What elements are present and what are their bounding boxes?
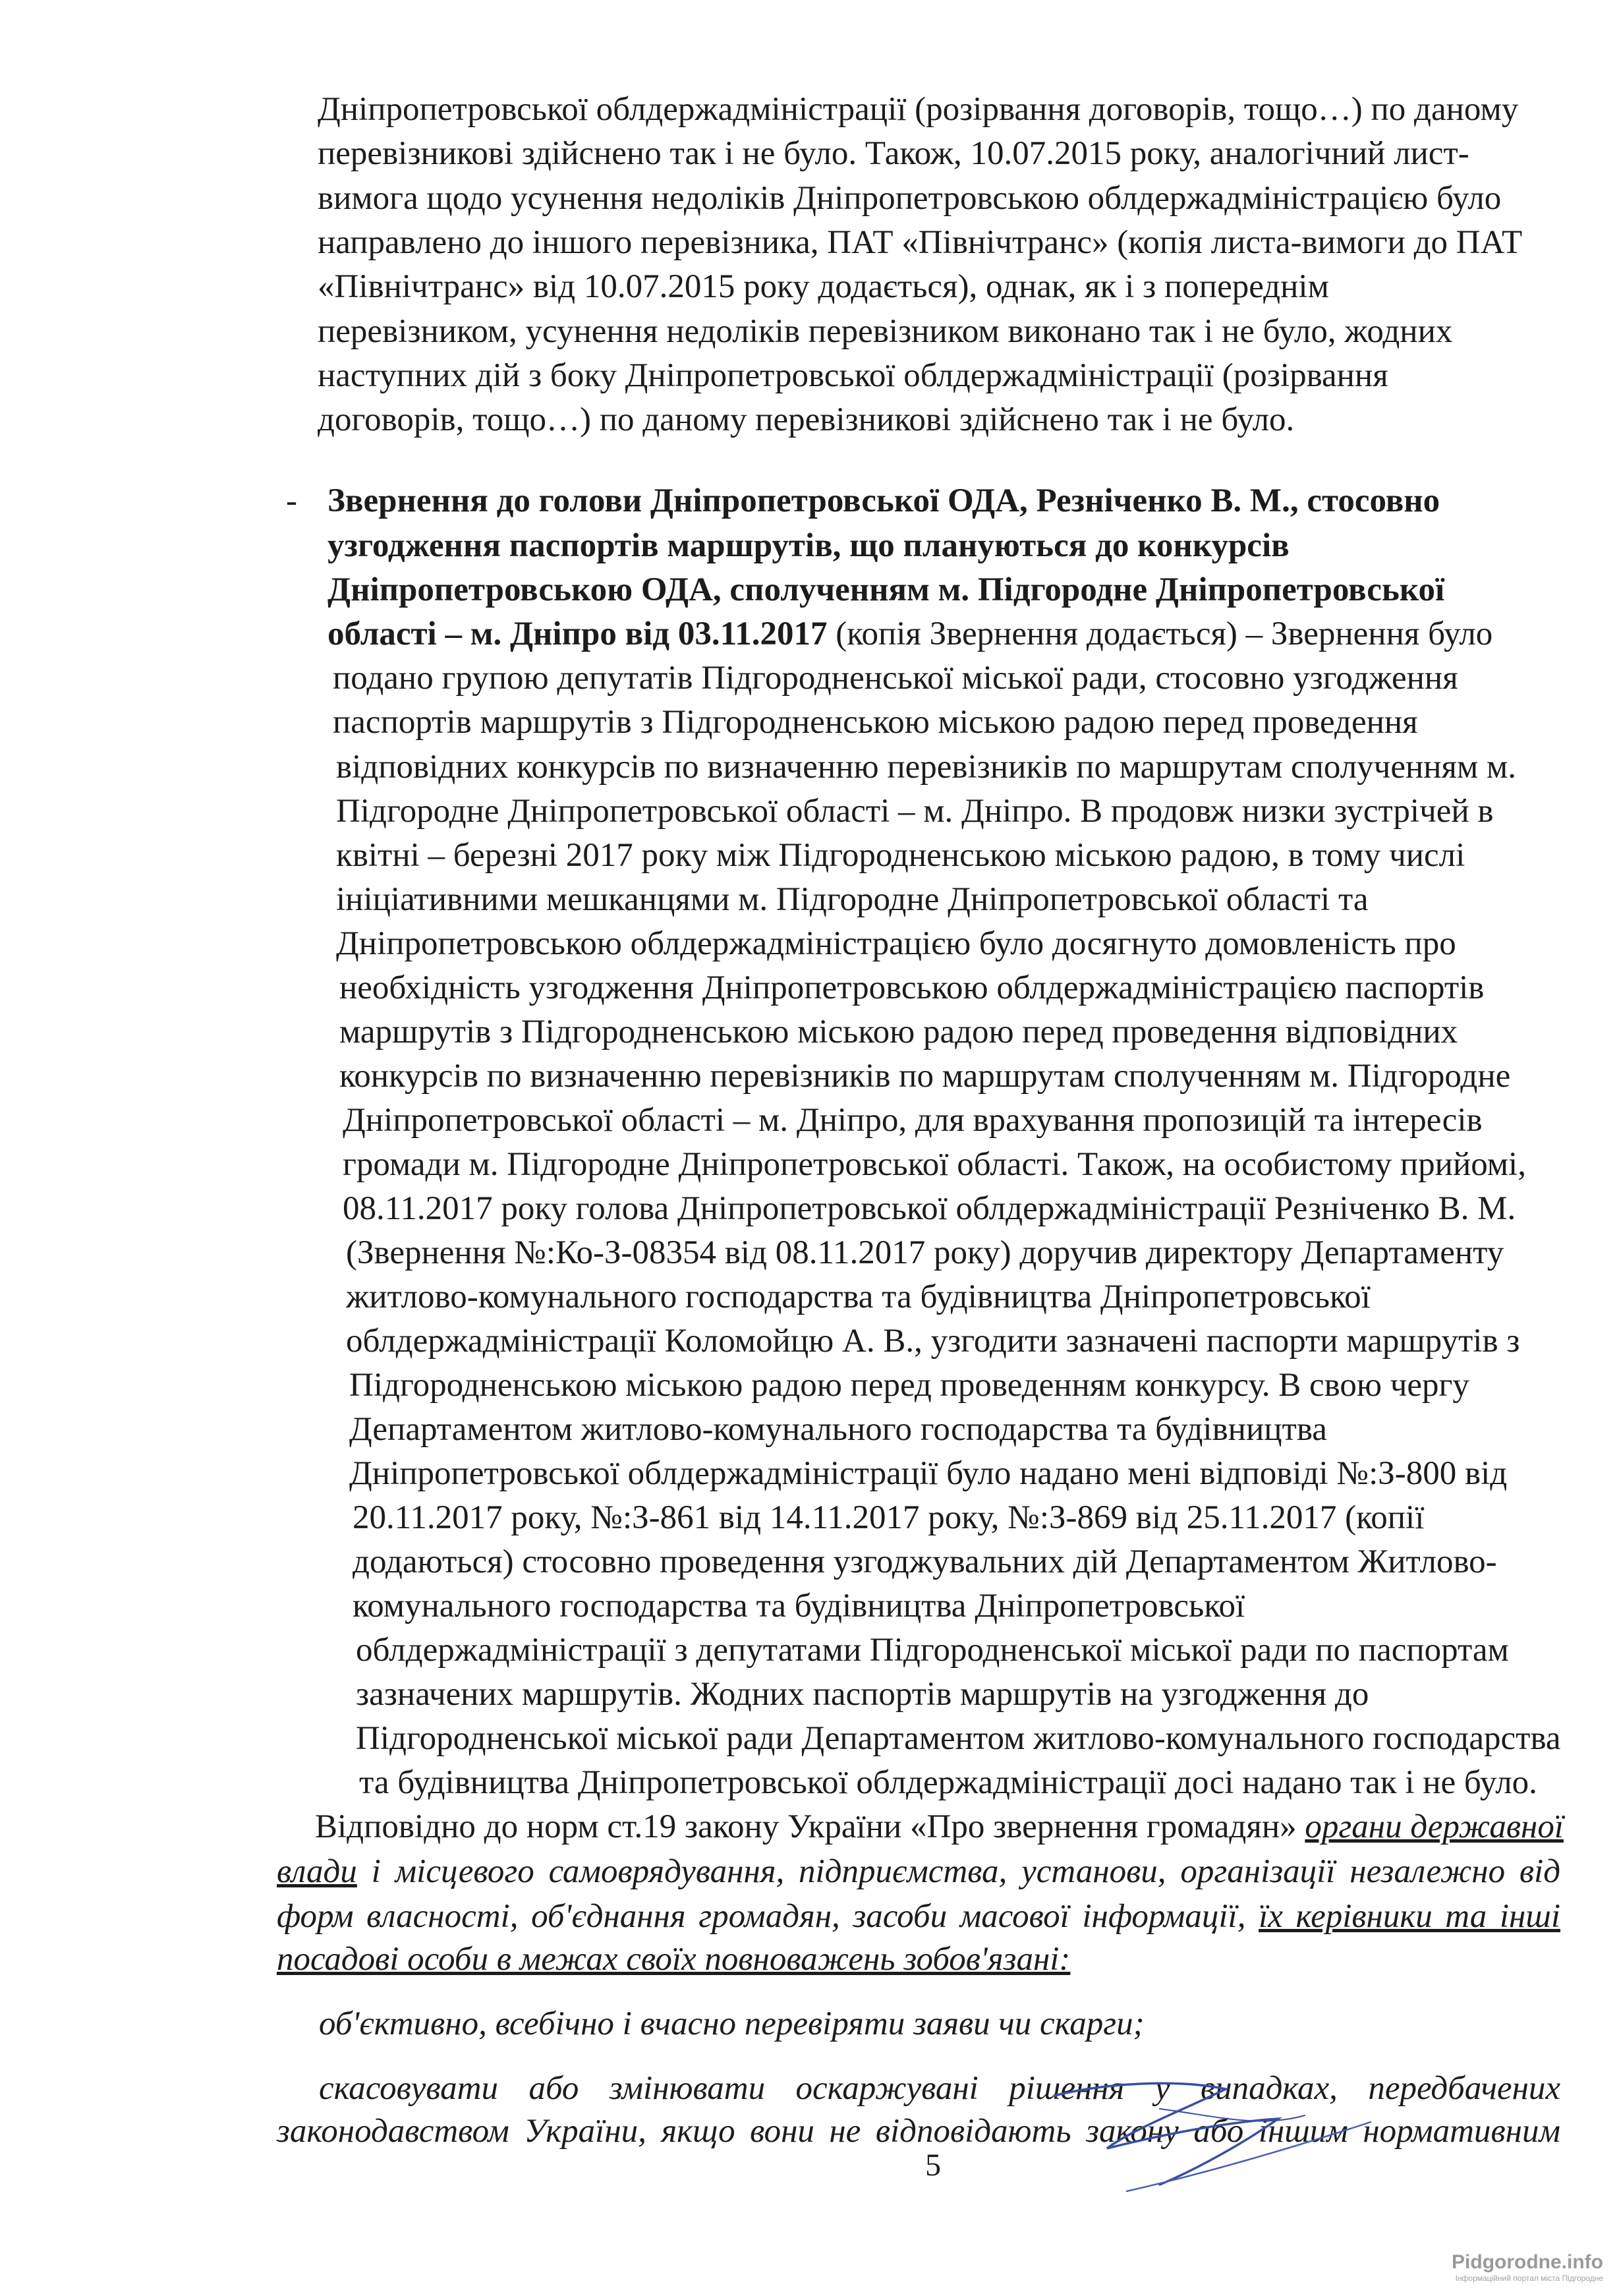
law-line-3 bbox=[277, 1894, 1560, 1939]
list-bullet: - bbox=[286, 482, 297, 519]
list-line-7: Дніпропетровською облдержадміністрацією було досягнуто домовленість про bbox=[336, 925, 1456, 962]
list-line-24: зазначених маршрутів. Жодних паспортів маршрутів на узгодження до bbox=[356, 1676, 1369, 1713]
list-line-4: Підгородне Дніпропетровської області – м. Дніпро. В продовж низки зустрічей в bbox=[336, 793, 1494, 830]
list-mixed-bold: області – м. Дніпро від 03.11.2017 bbox=[327, 616, 828, 652]
duty-2-line-2: законодавством України, якщо вони не відповідають закону або іншим нормативним bbox=[277, 2113, 1560, 2150]
list-line-10: конкурсів по визначенню перевізників по маршрутам сполученням м. Підгородне bbox=[339, 1058, 1511, 1095]
list-line-11: Дніпропетровської області – м. Дніпро, для врахування пропозицій та інтересів bbox=[343, 1102, 1483, 1139]
list-line-19: Дніпропетровської облдержадміністрації було надано мені відповіді №:З-800 від bbox=[349, 1455, 1508, 1492]
law-line-1 bbox=[315, 1804, 1564, 1849]
para1-line-6: перевізником, усунення недоліків перевізником виконано так і не було, жодних bbox=[318, 313, 1453, 350]
para1-line-1: Дніпропетровської облдержадміністрації (розірвання договорів, тощо…) по даному bbox=[318, 91, 1519, 128]
list-line-23: облдержадміністрації з депутатами Підгородненської міської ради по паспортам bbox=[356, 1632, 1509, 1669]
para1-line-2: перевізникові здійснено так і не було. Також, 10.07.2015 року, аналогічний лист- bbox=[318, 135, 1469, 172]
list-line-12: громади м. Підгородне Дніпропетровської області. Також, на особистому прийомі, bbox=[343, 1146, 1526, 1183]
list-bold-line-3: Дніпропетровською ОДА, сполученням м. Підгородне Дніпропетровської bbox=[327, 571, 1445, 608]
list-line-21: додаються) стосовно проведення узгоджувальних дій Департаментом Житлово- bbox=[353, 1543, 1497, 1580]
law-italic-1: і місцевого самоврядування, підприємства, установи, організації незалежно від bbox=[371, 1853, 1560, 1890]
duty-2-line-1: скасовувати або змінювати оскаржувані рішення у випадках, передбачених bbox=[319, 2070, 1560, 2107]
list-mixed-line bbox=[327, 614, 1492, 654]
watermark-tagline: Інформаційний портал міста Підгородне bbox=[1455, 2274, 1603, 2283]
list-line-17: Підгородненською міською радою перед проведенням конкурсу. В свою чергу bbox=[349, 1367, 1469, 1404]
signature-mark bbox=[1028, 2069, 1397, 2214]
para1-line-5: «Північтранс» від 10.07.2015 року додається), однак, як і з попереднім bbox=[318, 268, 1329, 305]
list-line-3: відповідних конкурсів по визначенню перевізників по маршрутам сполученням м. bbox=[336, 749, 1517, 786]
list-line-20: 20.11.2017 року, №:З-861 від 14.11.2017 року, №:З-869 від 25.11.2017 (копії bbox=[353, 1499, 1425, 1536]
para1-line-4: направлено до іншого перевізника, ПАТ «Північтранс» (копія листа-вимоги до ПАТ bbox=[318, 224, 1523, 261]
list-line-1: подано групою депутатів Підгородненської міської ради, стосовно узгодження bbox=[333, 660, 1458, 697]
law-line-4: посадові особи в межах своїх повноважень зобов'язані: bbox=[277, 1941, 1071, 1978]
list-line-2: паспортів маршрутів з Підгородненською міською радою перед проведення bbox=[333, 704, 1418, 741]
law-line-2 bbox=[277, 1849, 1560, 1894]
list-line-16: облдержадміністрації Коломойцю А. В., узгодити зазначені паспорти маршрутів з bbox=[346, 1323, 1520, 1360]
list-bold-line-1: Звернення до голови Дніпропетровської ОДА, Резніченко В. М., стосовно bbox=[327, 482, 1440, 519]
list-mixed-rest: (копія Звернення додається) – Звернення було bbox=[827, 616, 1493, 652]
law-underlined-2: влади bbox=[277, 1853, 357, 1890]
list-line-25: Підгородненської міської ради Департаментом житлово-комунального господарства bbox=[356, 1720, 1561, 1757]
law-italic-2: форм власності, об'єднання громадян, засоби масової інформації, bbox=[277, 1898, 1246, 1935]
list-line-15: житлово-комунального господарства та будівництва Дніпропетровської bbox=[346, 1278, 1371, 1315]
list-line-9: маршрутів з Підгородненською міською радою перед проведення відповідних bbox=[339, 1014, 1458, 1050]
law-underlined-3: їх керівники та інші bbox=[1259, 1898, 1560, 1935]
law-underlined-1: органи державної bbox=[1305, 1808, 1564, 1845]
list-line-6: ініціативними мешканцями м. Підгородне Дніпропетровської області та bbox=[336, 881, 1369, 918]
list-line-8: необхідність узгодження Дніпропетровською облдержадміністрацією паспортів bbox=[339, 969, 1485, 1006]
list-line-5: квітні – березні 2017 року між Підгородненською міською радою, в тому числі bbox=[336, 837, 1465, 874]
list-line-26: та будівництва Дніпропетровської облдержадміністрації досі надано так і не було. bbox=[359, 1764, 1537, 1801]
watermark-site: Pidgorodne.info bbox=[1452, 2251, 1603, 2273]
list-line-22: комунального господарства та будівництва Дніпропетровської bbox=[353, 1588, 1245, 1624]
duty-1: об'єктивно, всебічно і вчасно перевіряти заяви чи скарги; bbox=[319, 2005, 1145, 2042]
list-line-14: (Звернення №:Ко-З-08354 від 08.11.2017 року) доручив директору Департаменту bbox=[346, 1234, 1504, 1271]
watermark bbox=[1452, 2251, 1603, 2283]
para1-line-7: наступних дій з боку Дніпропетровської облдержадміністрації (розірвання bbox=[318, 357, 1388, 394]
list-bold-line-2: узгодження паспортів маршрутів, що плануються до конкурсів bbox=[327, 527, 1290, 564]
para1-line-8: договорів, тощо…) по даному перевізникові здійснено так і не було. bbox=[318, 401, 1295, 438]
list-line-13: 08.11.2017 року голова Дніпропетровської облдержадміністрації Резніченко В. М. bbox=[343, 1190, 1516, 1227]
page-number: 5 bbox=[925, 2148, 941, 2183]
para1-line-3: вимога щодо усунення недоліків Дніпропетровською облдержадміністрацією було bbox=[318, 180, 1502, 217]
list-line-18: Департаментом житлово-комунального господарства та будівництва bbox=[349, 1411, 1327, 1448]
law-intro: Відповідно до норм ст.19 закону України «Про звернення громадян» bbox=[315, 1808, 1297, 1845]
